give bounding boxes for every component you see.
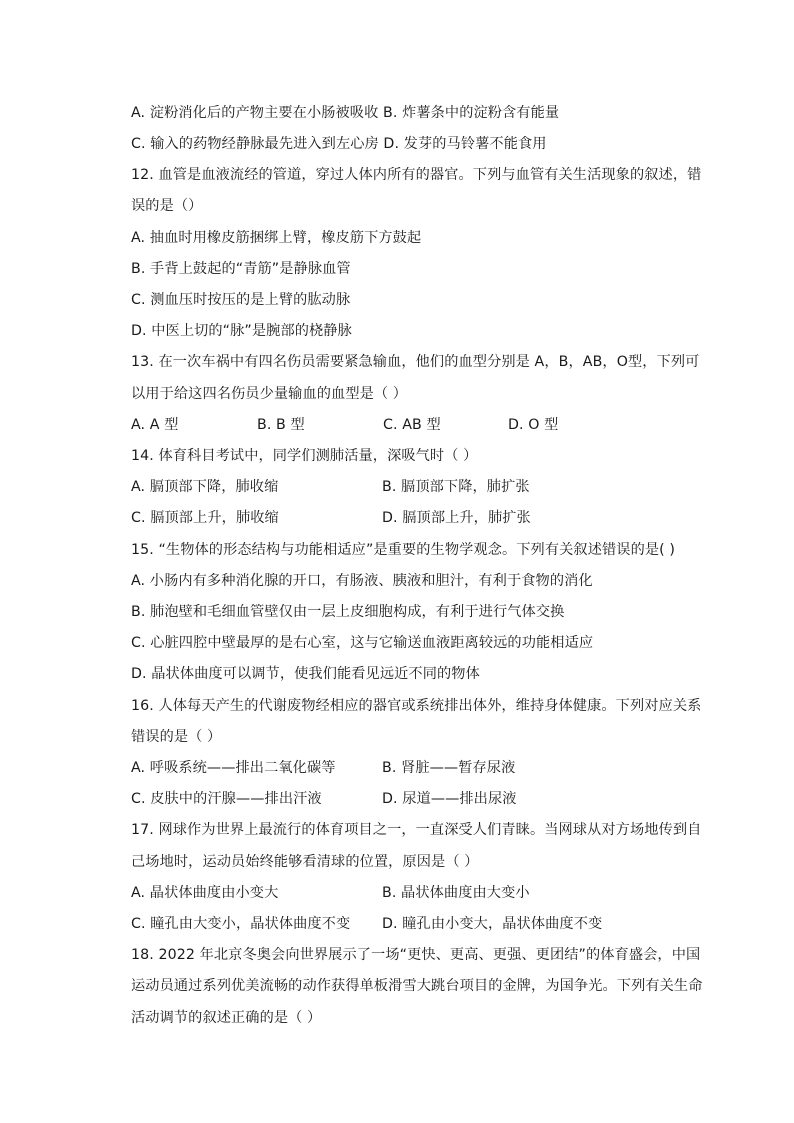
q16-stem-line2: 错误的是（ ） <box>131 729 222 745</box>
q16-option-d: D. 尿道——排出尿液 <box>382 791 517 807</box>
q12-stem-line1: 12. 血管是血液流经的管道，穿过人体内所有的器官。下列与血管有关生活现象的叙述，错 <box>131 167 702 183</box>
q18-stem-line3: 活动调节的叙述正确的是（ ） <box>131 1010 322 1026</box>
q12-option-a: A. 抽血时用橡皮筋捆绑上臂，橡皮筋下方鼓起 <box>131 230 422 246</box>
q15-option-c: C. 心脏四腔中壁最厚的是右心室，这与它输送血液距离较远的功能相适应 <box>131 635 594 651</box>
q12-option-d: D. 中医上切的“脉”是腕部的桡静脉 <box>131 323 352 339</box>
q13-stem-line1: 13. 在一次车祸中有四名伤员需要紧急输血，他们的血型分别是 A，B，AB，O型，下列可 <box>131 354 700 370</box>
q16-stem-line1: 16. 人体每天产生的代谢废物经相应的器官或系统排出体外，维持身体健康。下列对应关系 <box>131 698 702 714</box>
q13-stem-line2: 以用于给这四名伤员少量输血的血型是（ ） <box>131 386 408 402</box>
q16-option-b: B. 肾脏——暂存尿液 <box>382 760 516 776</box>
q14-option-a: A. 膈顶部下降，肺收缩 <box>131 479 279 495</box>
q13-option-d: D. O 型 <box>508 417 559 433</box>
q15-option-d: D. 晶状体曲度可以调节，使我们能看见远近不同的物体 <box>131 666 480 682</box>
q17-option-b: B. 晶状体曲度由大变小 <box>382 885 530 901</box>
q13-option-c: C. AB 型 <box>383 417 441 433</box>
q12-option-c: C. 测血压时按压的是上臂的肱动脉 <box>131 292 351 308</box>
q15-option-b: B. 肺泡壁和毛细血管壁仅由一层上皮细胞构成，有利于进行气体交换 <box>131 604 565 620</box>
q17-option-d: D. 瞳孔由小变大，晶状体曲度不变 <box>382 916 603 932</box>
q15-stem: 15. “生物体的形态结构与功能相适应”是重要的生物学观念。下列有关叙述错误的是( ) <box>131 542 676 558</box>
q17-stem-line1: 17. 网球作为世界上最流行的体育项目之一，一直深受人们青睐。当网球从对方场地传到自 <box>131 822 702 838</box>
q11-options-cd: C. 输入的药物经静脉最先进入到左心房 D. 发芽的马铃薯不能食用 <box>131 136 547 152</box>
q13-option-a: A. A 型 <box>131 417 179 433</box>
q12-option-b: B. 手背上鼓起的“青筋”是静脉血管 <box>131 261 351 277</box>
q14-option-c: C. 膈顶部上升，肺收缩 <box>131 510 279 526</box>
q14-stem: 14. 体育科目考试中，同学们测肺活量，深吸气时（ ） <box>131 448 478 464</box>
q13-option-b: B. B 型 <box>257 417 305 433</box>
q17-option-a: A. 晶状体曲度由小变大 <box>131 885 279 901</box>
q18-stem-line2: 运动员通过系列优美流畅的动作获得单板滑雪大跳台项目的金牌，为国争光。下列有关生命 <box>131 978 703 994</box>
q15-option-a: A. 小肠内有多种消化腺的开口，有肠液、胰液和胆汁，有利于食物的消化 <box>131 573 593 589</box>
q11-options-ab: A. 淀粉消化后的产物主要在小肠被吸收 B. 炸薯条中的淀粉含有能量 <box>131 105 560 121</box>
q14-option-d: D. 膈顶部上升，肺扩张 <box>382 510 531 526</box>
q12-stem-line2: 误的是（） <box>131 198 203 214</box>
q18-stem-line1: 18. 2022 年北京冬奥会向世界展示了一场“更快、更高、更强、更团结”的体育盛会，中国 <box>131 947 701 963</box>
q14-option-b: B. 膈顶部下降，肺扩张 <box>382 479 530 495</box>
q16-option-a: A. 呼吸系统——排出二氧化碳等 <box>131 760 336 776</box>
q16-option-c: C. 皮肤中的汗腺——排出汗液 <box>131 791 322 807</box>
q17-option-c: C. 瞳孔由大变小，晶状体曲度不变 <box>131 916 351 932</box>
q17-stem-line2: 己场地时，运动员始终能够看清球的位置，原因是（ ） <box>131 854 479 870</box>
